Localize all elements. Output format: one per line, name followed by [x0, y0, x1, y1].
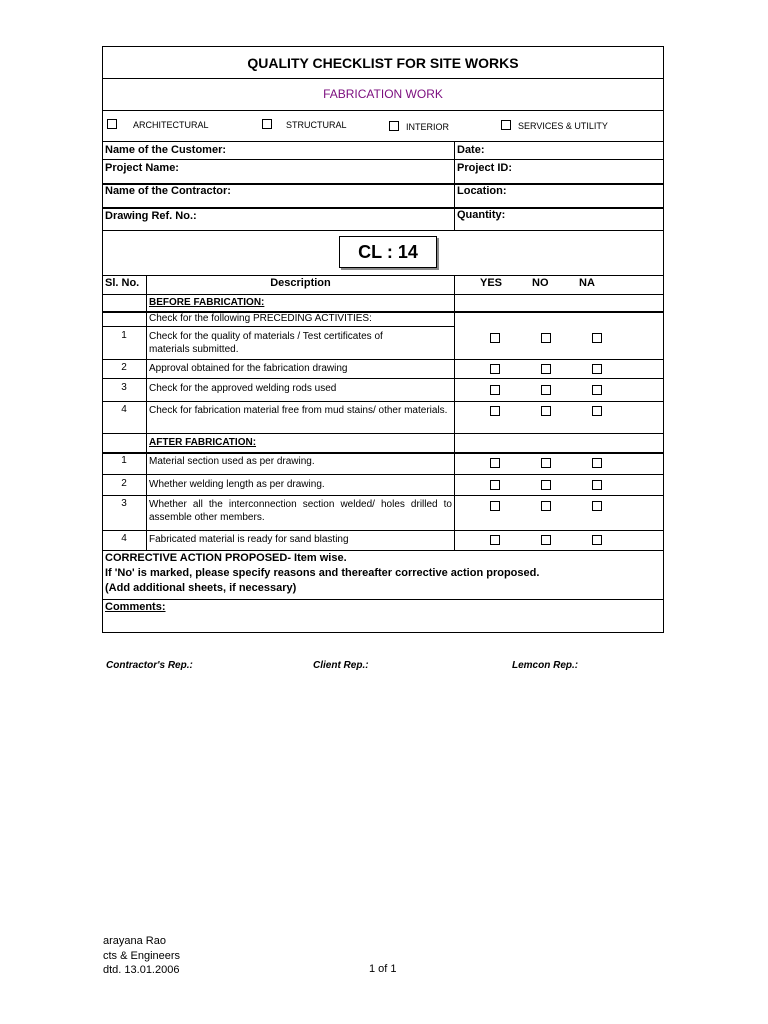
contractor-rep-label: Contractor's Rep.:: [106, 660, 193, 671]
contractor-label: Name of the Contractor:: [105, 185, 231, 197]
checkbox-interior[interactable]: [389, 121, 399, 131]
page-title: QUALITY CHECKLIST FOR SITE WORKS: [247, 55, 519, 71]
after-item-2-yes-checkbox[interactable]: [490, 480, 500, 490]
footer-line-2: cts & Engineers: [103, 950, 181, 962]
after-item-3-no-checkbox[interactable]: [541, 501, 551, 511]
before-item-4-number: 4: [121, 404, 127, 415]
corrective-action-line-3: (Add additional sheets, if necessary): [105, 582, 297, 594]
checkbox-structural[interactable]: [262, 119, 272, 129]
customer-label: Name of the Customer:: [105, 144, 227, 156]
before-item-1-yes-checkbox[interactable]: [490, 333, 500, 343]
after-item-1-yes-checkbox[interactable]: [490, 458, 500, 468]
footer-line-1: arayana Rao: [103, 935, 166, 947]
after-fabrication-heading: AFTER FABRICATION:: [149, 437, 257, 448]
col-header-no: NO: [532, 277, 549, 289]
after-item-2-no-checkbox[interactable]: [541, 480, 551, 490]
before-item-2-number: 2: [121, 362, 127, 373]
before-item-3-description: Check for the approved welding rods used: [149, 383, 337, 394]
after-item-1-description: Material section used as per drawing.: [149, 456, 315, 467]
checklist-code: CL : 14: [358, 242, 418, 262]
before-item-2-yes-checkbox[interactable]: [490, 364, 500, 374]
after-item-3-number: 3: [121, 498, 127, 509]
before-item-2-description: Approval obtained for the fabrication drawing: [149, 363, 348, 374]
before-item-4-description: Check for fabrication material free from mud stains/ other materials.: [149, 405, 448, 416]
location-label: Location:: [457, 185, 507, 197]
checkbox-architectural[interactable]: [107, 119, 117, 129]
after-item-2-number: 2: [121, 478, 127, 489]
after-item-4-na-checkbox[interactable]: [592, 535, 602, 545]
category-label-services-utility: SERVICES & UTILITY: [518, 121, 608, 131]
after-item-4-no-checkbox[interactable]: [541, 535, 551, 545]
col-header-description: Description: [270, 277, 331, 289]
project-name-label: Project Name:: [105, 162, 179, 174]
checklist-code-badge: [339, 236, 437, 268]
col-header-yes: YES: [480, 277, 503, 289]
comments-label: Comments:: [105, 601, 166, 613]
before-item-4-no-checkbox[interactable]: [541, 406, 551, 416]
after-item-1-no-checkbox[interactable]: [541, 458, 551, 468]
before-item-1-number: 1: [121, 330, 127, 341]
lemcon-rep-label: Lemcon Rep.:: [512, 660, 579, 671]
category-label-structural: STRUCTURAL: [286, 120, 347, 130]
corrective-action-line-2: If 'No' is marked, please specify reasons and thereafter corrective action proposed.: [105, 567, 540, 579]
after-item-3-yes-checkbox[interactable]: [490, 501, 500, 511]
after-item-4-description: Fabricated material is ready for sand blasting: [149, 534, 349, 545]
after-item-4-yes-checkbox[interactable]: [490, 535, 500, 545]
before-item-3-na-checkbox[interactable]: [592, 385, 602, 395]
before-item-2-no-checkbox[interactable]: [541, 364, 551, 374]
col-header-na: NA: [579, 277, 595, 289]
drawing-ref-label: Drawing Ref. No.:: [105, 210, 197, 222]
after-item-4-number: 4: [121, 533, 127, 544]
category-label-interior: INTERIOR: [406, 122, 450, 132]
after-item-1-number: 1: [121, 455, 127, 466]
before-item-1-description: Check for the quality of materials / Test certificates of materials submitted.: [149, 331, 383, 355]
before-item-4-yes-checkbox[interactable]: [490, 406, 500, 416]
before-item-1-na-checkbox[interactable]: [592, 333, 602, 343]
footer-line-3: dtd. 13.01.2006: [103, 964, 180, 976]
after-item-2-description: Whether welding length as per drawing.: [149, 479, 325, 490]
before-item-2-na-checkbox[interactable]: [592, 364, 602, 374]
project-id-label: Project ID:: [457, 162, 513, 174]
corrective-action-line-1: CORRECTIVE ACTION PROPOSED- Item wise.: [105, 552, 347, 564]
page-subtitle: FABRICATION WORK: [323, 87, 443, 101]
checkbox-services-utility[interactable]: [501, 120, 511, 130]
col-header-sl: Sl. No.: [105, 277, 140, 289]
category-label-architectural: ARCHITECTURAL: [133, 120, 209, 130]
page-number: 1 of 1: [369, 963, 397, 975]
after-item-3-na-checkbox[interactable]: [592, 501, 602, 511]
before-item-4-na-checkbox[interactable]: [592, 406, 602, 416]
after-item-1-na-checkbox[interactable]: [592, 458, 602, 468]
before-item-3-number: 3: [121, 382, 127, 393]
quantity-label: Quantity:: [457, 209, 506, 221]
client-rep-label: Client Rep.:: [313, 660, 369, 671]
after-item-2-na-checkbox[interactable]: [592, 480, 602, 490]
before-fabrication-heading: BEFORE FABRICATION:: [149, 297, 265, 308]
before-item-1-no-checkbox[interactable]: [541, 333, 551, 343]
preceding-activities-note: Check for the following PRECEDING ACTIVITIES:: [149, 313, 372, 324]
date-label: Date:: [457, 144, 485, 156]
after-item-3-description: Whether all the interconnection section welded/ holes drilled to assemble other members.: [149, 499, 452, 523]
before-item-3-yes-checkbox[interactable]: [490, 385, 500, 395]
before-item-3-no-checkbox[interactable]: [541, 385, 551, 395]
